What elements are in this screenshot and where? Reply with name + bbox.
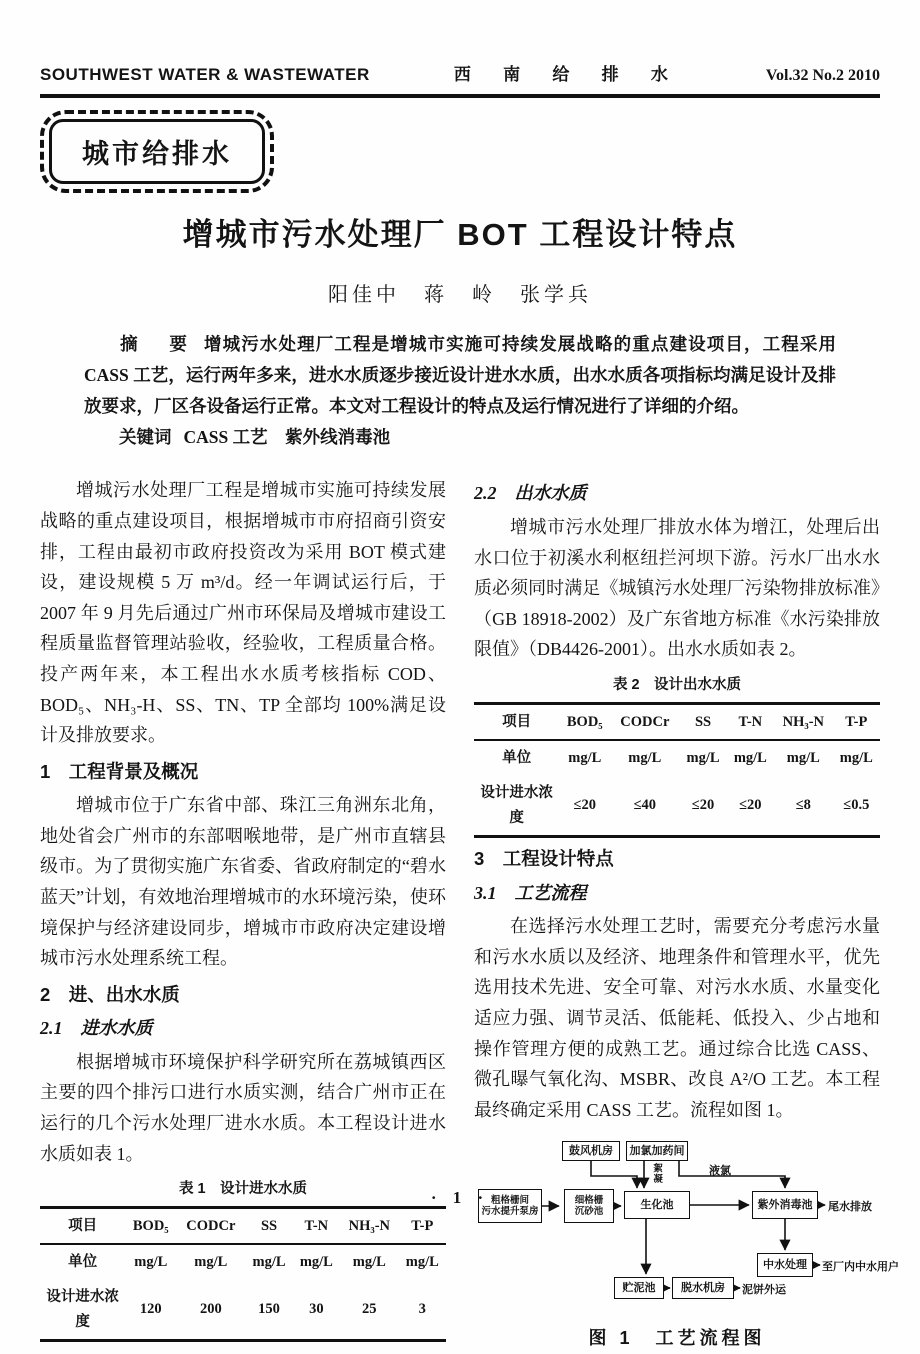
- table2-header-cell: T-P: [845, 713, 868, 730]
- table1-caption: 表 1 设计进水水质: [178, 1181, 308, 1198]
- section-heading-3: 3 工程设计特点: [474, 848, 614, 870]
- table2-cell: ≤40: [633, 797, 657, 814]
- table1-header-cell: T-N: [304, 1217, 329, 1234]
- flow-label-flocculant: 絮凝: [651, 1163, 663, 1185]
- paragraph-intro: 增城污水处理厂工程是增城市实施可持续发展战略的重点建设项目，根据增城市市府招商引资安排，工程由最初市政府投资改为采用 BOT 模式建设，建设规模 5 万 m³/d。经一年调试运行后，于 2007 年 9 月先后通过广州市环保局及增城市建设工程质量监督管理站验收，经验收，工程质量合格。投产两年来，本工程出水水质考核指标 COD、BOD₅、NH₃-H、SS、TN、TP 全部均 100%满足设计及排放要求。: [40, 480, 446, 746]
- abstract-label: 摘 要: [119, 334, 194, 354]
- flow-node-line: 粗格栅间: [490, 1194, 529, 1206]
- table2-header-row: [474, 703, 880, 740]
- table1-cell: mg/L: [252, 1254, 286, 1271]
- table1-header-cell: T-P: [411, 1217, 434, 1234]
- table2-cell: ≤20: [739, 797, 762, 814]
- flow-node-line: 沉砂池: [574, 1206, 604, 1218]
- table1-cell: 25: [362, 1301, 377, 1318]
- table2-header-cell: T-N: [738, 713, 763, 730]
- column-right: [474, 475, 899, 1354]
- table2-value-row: [474, 776, 880, 837]
- flow-node-uv-disinfection-tank: 紫外消毒池: [752, 1191, 818, 1219]
- two-column-body: [40, 475, 899, 1354]
- table2-header-cell: BOD₅: [566, 713, 603, 730]
- table1-cell: 120: [139, 1301, 162, 1318]
- table1-cell: 设计进水浓度: [46, 1289, 119, 1330]
- table2-cell: ≤20: [691, 797, 715, 814]
- section-heading-2: 2 进、出水水质: [40, 983, 180, 1005]
- flow-node-chlorination-dosing-room: 加氯加药间: [626, 1141, 688, 1161]
- subsection-heading-3-1: 3.1 工艺流程: [474, 882, 587, 903]
- table2-cell: ≤8: [795, 797, 811, 814]
- table1-cell: mg/L: [194, 1254, 228, 1271]
- flow-node-reclaimed-water-treatment: 中水处理: [757, 1253, 813, 1277]
- table1-value-row: [40, 1280, 446, 1341]
- section-heading-1: 1 工程背景及概况: [40, 760, 199, 782]
- section-badge-label: 城市给排水: [49, 119, 265, 184]
- table2-cell: 设计进水浓度: [480, 784, 553, 826]
- table1-unit-row: [40, 1244, 446, 1280]
- journal-name-cn: 西 南 给 排 水: [453, 65, 682, 84]
- table1-header-cell: NH₃-N: [348, 1217, 390, 1234]
- table1-cell: mg/L: [134, 1254, 168, 1271]
- figure-flowchart: [474, 1135, 899, 1354]
- table1-cell: mg/L: [299, 1254, 333, 1271]
- flow-node-dewatering-room: 脱水机房: [672, 1277, 734, 1299]
- table2-header-cell: NH₃-N: [782, 713, 824, 730]
- table1-header-cell: BOD₅: [132, 1217, 169, 1234]
- abstract: [84, 329, 836, 422]
- flow-node-sludge-storage-tank: 贮泥池: [614, 1277, 664, 1299]
- table1-cell: mg/L: [405, 1254, 439, 1271]
- table1-header-cell: 项目: [68, 1217, 98, 1234]
- table1-cell: 30: [309, 1301, 324, 1318]
- table1-header-row: [40, 1207, 446, 1244]
- journal-issue: Vol.32 No.2 2010: [765, 67, 880, 84]
- table2-cell: mg/L: [786, 750, 820, 767]
- table2-cell: mg/L: [568, 750, 602, 767]
- table2-header-cell: SS: [694, 713, 712, 730]
- flow-node-line: 污水提升泵房: [481, 1206, 539, 1218]
- paragraph-background: 增城市位于广东省中部、珠江三角洲东北角，地处省会广州市的东部咽喉地带，是广州市直辖县级市。为了贯彻实施广东省委、省政府制定的“碧水蓝天”计划，有效地治理增城市的水环境污染，使环境保护与经济建设同步，增城市市政府决定建设增城市污水处理系统工程。: [40, 795, 446, 969]
- subsection-heading-2-2: 2.2 出水水质: [474, 483, 587, 504]
- abstract-text: 增城污水处理厂工程是增城市实施可持续发展战略的重点建设项目，工程采用 CASS 工艺，运行两年多来，进水水质逐步接近设计进水水质，出水水质各项指标均满足设计及排放要求，厂区各设备运行正常。本文对工程设计的特点及运行情况进行了详细的介绍。: [84, 334, 837, 417]
- flow-label-liquid-chlorine: 液氯: [709, 1165, 731, 1178]
- table2-cell: 单位: [502, 750, 532, 767]
- table2-cell: ≤20: [573, 797, 596, 814]
- table2-cell: mg/L: [686, 750, 720, 767]
- keywords-label: 关键词: [119, 427, 172, 448]
- flow-label-tailwater-discharge: 尾水排放: [828, 1201, 872, 1214]
- table2-cell: mg/L: [839, 750, 873, 767]
- article-authors: 阳佳中 蒋 岭 张学兵: [328, 284, 592, 306]
- flowchart-canvas: [474, 1135, 904, 1315]
- table2-cell: ≤0.5: [843, 797, 870, 814]
- flow-label-sludge-cake-hauling: 泥饼外运: [742, 1284, 786, 1297]
- table2-cell: mg/L: [628, 750, 662, 767]
- column-left: [40, 475, 446, 1354]
- table2-cell: mg/L: [733, 750, 767, 767]
- table1-cell: 单位: [68, 1254, 98, 1271]
- journal-header: [40, 0, 880, 85]
- table1-header-cell: SS: [260, 1217, 278, 1234]
- keywords-line: [84, 424, 836, 449]
- paragraph-effluent: 增城市污水处理厂排放水体为增江，处理后出水口位于初溪水利枢纽拦河坝下游。污水厂出水水质必须同时满足《城镇污水处理厂污染物排放标准》（GB 18918-2002）及广东省地方标准《水污染排放限值》（DB4426-2001）。出水水质如表 2。: [474, 517, 880, 660]
- keywords-text: CASS 工艺 紫外线消毒池: [183, 427, 391, 448]
- page-number: · 1 ·: [430, 1188, 490, 1207]
- table2-header-cell: CODCr: [620, 713, 670, 730]
- flow-node-biological-tank: 生化池: [624, 1191, 690, 1219]
- table2-unit-row: [474, 740, 880, 776]
- table1-cell: mg/L: [352, 1254, 386, 1271]
- table-influent-quality: [40, 1206, 446, 1343]
- table2-caption: 表 2 设计出水水质: [612, 676, 742, 693]
- paragraph-process-selection: 在选择污水处理工艺时，需要充分考虑污水量和污水水质以及经济、地理条件和管理水平，优先选用技术先进、安全可靠、对污水水质、水量变化适应力强、调节灵活、低能耗、低投入、少占地和操作管理方便的成熟工艺。通过综合比选 CASS、微孔曝气氧化沟、MSBR、改良 A²/O 工艺。本工程最终确定采用 CASS 工艺。流程如图 1。: [474, 916, 880, 1120]
- table1-header-cell: CODCr: [186, 1217, 236, 1234]
- table1-cell: 3: [418, 1301, 426, 1318]
- header-rule: [40, 94, 880, 98]
- paragraph-influent: 根据增城市环境保护科学研究所在荔城镇西区主要的四个排污口进行水质实测，结合广州市正在运行的几个污水处理厂进水水质。本工程设计进水水质如表 1。: [40, 1051, 446, 1164]
- journal-name-en: SOUTHWEST WATER & WASTEWATER: [40, 65, 370, 84]
- section-badge: [40, 110, 274, 193]
- table-effluent-quality: [474, 702, 880, 839]
- article-title: 增城市污水处理厂 BOT 工程设计特点: [182, 217, 738, 252]
- flow-node-line: 细格栅: [574, 1194, 604, 1206]
- flow-node-blower-room: 鼓风机房: [562, 1141, 620, 1161]
- table1-cell: 200: [199, 1301, 222, 1318]
- table2-header-cell: 项目: [502, 713, 532, 730]
- figure-caption: 图 1 工艺流程图: [588, 1328, 766, 1349]
- table1-cell: 150: [258, 1301, 280, 1318]
- subsection-heading-2-1: 2.1 进水水质: [40, 1018, 153, 1039]
- flow-label-reuse-users: 至厂内中水用户: [822, 1261, 899, 1274]
